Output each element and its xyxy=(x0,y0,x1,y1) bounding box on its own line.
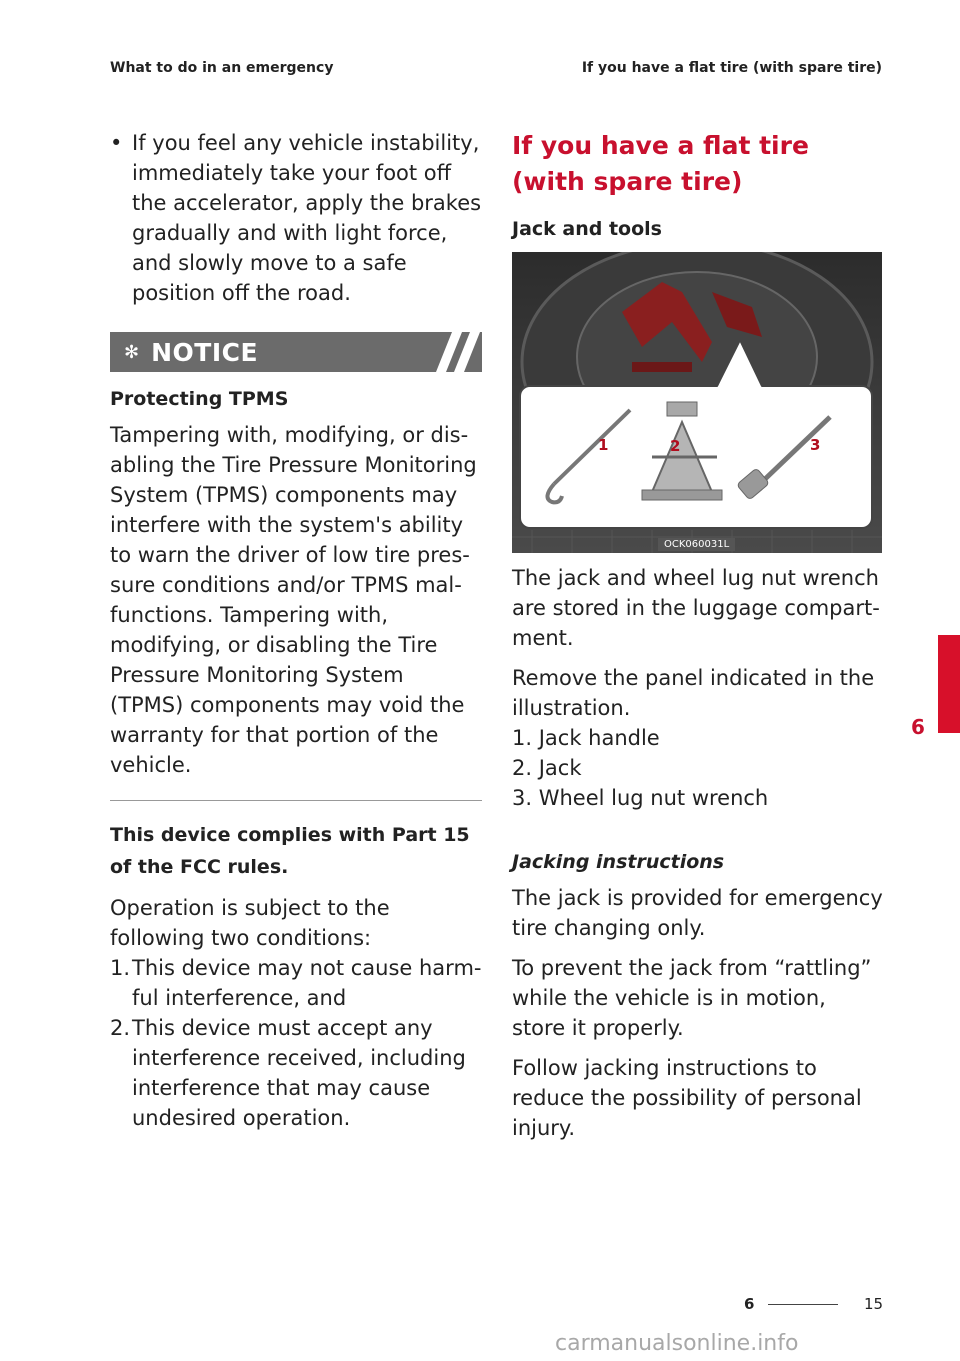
list-item: 2. Jack xyxy=(512,756,582,780)
bullet-item xyxy=(110,128,482,308)
callout-3: 3 xyxy=(810,436,821,454)
watermark: carmanualsonline.info xyxy=(555,1331,799,1356)
fcc-conditions-list xyxy=(110,953,482,1133)
figure-code: OCK060031L xyxy=(658,538,735,551)
jacking-instructions-title: Jacking instructions xyxy=(512,851,725,873)
right-column xyxy=(512,128,884,1153)
list-item: 1. Jack handle xyxy=(512,726,660,750)
rattling-paragraph: To prevent the jack from “rattling” while the vehicle is in motion, store it properly. xyxy=(512,956,872,1040)
callout-1: 1 xyxy=(598,436,609,454)
panel-paragraph: Remove the panel indicated in the illustration. xyxy=(512,666,875,720)
footer-divider xyxy=(768,1304,838,1305)
jack-tools-illustration xyxy=(512,252,882,553)
footer-page-number: 15 xyxy=(864,1295,884,1313)
safety-paragraph: Follow jacking instructions to reduce the possibility of personal injury. xyxy=(512,1056,862,1140)
list-item: 3. Wheel lug nut wrench xyxy=(512,786,769,810)
footer-chapter: 6 xyxy=(744,1295,755,1313)
header-page-title: If you have a flat tire (with spare tire) xyxy=(581,60,882,76)
list-number: 1. xyxy=(110,956,131,980)
header-section-title: What to do in an emergency xyxy=(110,60,334,76)
chapter-side-number: 6 xyxy=(911,715,925,739)
tools-list xyxy=(512,723,884,813)
notice-banner xyxy=(110,332,482,372)
notice-body: Tampering with, modifying, or dis-abling the Tire Pressure Monitoring System (TPMS) components may interfere with the system's ability to warn the driver of low tire pres-sure conditions and/or TPMS mal-functions. Tampering with, modifying, or disabling the Tire Pressure Monitoring System (TPMS) components may void the warranty for that portion of the vehicle. xyxy=(110,423,477,777)
fcc-intro: Operation is subject to the following two conditions: xyxy=(110,896,390,950)
notice-title: NOTICE xyxy=(151,337,259,367)
divider xyxy=(110,800,482,801)
asterisk-icon: ✻ xyxy=(124,341,140,363)
emergency-paragraph: The jack is provided for emergency tire changing only. xyxy=(512,886,883,940)
list-text: This device must accept any interference received, including interference that may cause undesired operation. xyxy=(132,1016,466,1130)
notice-subtitle: Protecting TPMS xyxy=(110,388,289,410)
list-number: 2. xyxy=(110,1016,131,1040)
section-title: If you have a flat tire (with spare tire) xyxy=(512,131,809,196)
fcc-title: This device complies with Part 15 of the FCC rules. xyxy=(110,824,470,878)
subsection-title: Jack and tools xyxy=(512,218,662,240)
list-text: This device may not cause harm-ful interference, and xyxy=(132,956,482,1010)
list-item xyxy=(110,953,482,1013)
bullet-text: If you feel any vehicle instability, immediately take your foot off the accelerator, apply the brakes gradually and with light force, and slowly move to a safe position off the road. xyxy=(132,131,482,305)
stripes-icon xyxy=(430,332,482,372)
callout-2: 2 xyxy=(670,437,681,455)
jack-tools-figure xyxy=(512,252,882,553)
left-column xyxy=(110,128,482,1133)
chapter-side-tab xyxy=(938,635,960,733)
list-item xyxy=(110,1013,482,1133)
storage-paragraph: The jack and wheel lug nut wrench are stored in the luggage compart-ment. xyxy=(512,566,880,650)
bullet-icon: • xyxy=(110,131,123,155)
